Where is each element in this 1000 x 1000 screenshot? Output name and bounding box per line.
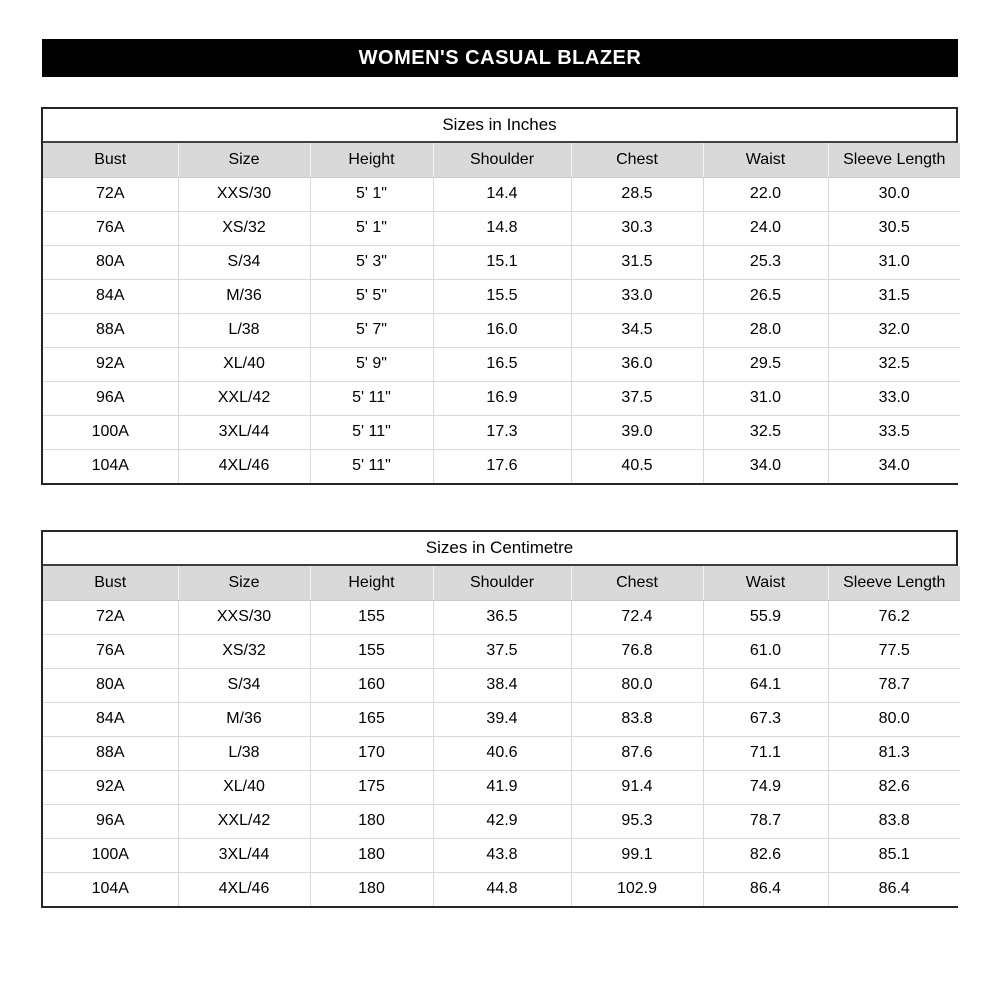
table-row bbox=[43, 804, 960, 838]
table-row bbox=[43, 736, 960, 770]
table-cell: 61.0 bbox=[703, 634, 828, 668]
table-cell: 16.0 bbox=[433, 313, 571, 347]
table-cell: M/36 bbox=[178, 702, 310, 736]
table-cell: 33.0 bbox=[571, 279, 703, 313]
table-cell: 5' 11" bbox=[310, 415, 433, 449]
table-cell: 34.5 bbox=[571, 313, 703, 347]
table-cell: 31.5 bbox=[828, 279, 960, 313]
table-cell: 88A bbox=[43, 736, 178, 770]
table-cell: XS/32 bbox=[178, 211, 310, 245]
table-cell: 102.9 bbox=[571, 872, 703, 906]
table-cell: 33.5 bbox=[828, 415, 960, 449]
table-cell: 72A bbox=[43, 600, 178, 634]
table-cell: 100A bbox=[43, 415, 178, 449]
table-cell: S/34 bbox=[178, 668, 310, 702]
table-cell: 96A bbox=[43, 804, 178, 838]
table-cell: 4XL/46 bbox=[178, 449, 310, 483]
table-cell: 76.8 bbox=[571, 634, 703, 668]
table-cell: 175 bbox=[310, 770, 433, 804]
table-cell: 14.8 bbox=[433, 211, 571, 245]
table-cell: XXS/30 bbox=[178, 600, 310, 634]
column-header: Height bbox=[310, 566, 433, 600]
table-cell: 15.1 bbox=[433, 245, 571, 279]
table-cell: 76.2 bbox=[828, 600, 960, 634]
table-cell: 30.3 bbox=[571, 211, 703, 245]
table-cell: 72.4 bbox=[571, 600, 703, 634]
table-cell: 15.5 bbox=[433, 279, 571, 313]
table-cell: 32.0 bbox=[828, 313, 960, 347]
table-cell: 33.0 bbox=[828, 381, 960, 415]
table-cell: 14.4 bbox=[433, 177, 571, 211]
column-header: Waist bbox=[703, 143, 828, 177]
column-header: Size bbox=[178, 143, 310, 177]
table-cell: 31.5 bbox=[571, 245, 703, 279]
table-row bbox=[43, 872, 960, 906]
table-cell: 80.0 bbox=[828, 702, 960, 736]
table-cell: 80A bbox=[43, 668, 178, 702]
table-cell: 155 bbox=[310, 600, 433, 634]
table-cell: 55.9 bbox=[703, 600, 828, 634]
table-cell: 85.1 bbox=[828, 838, 960, 872]
table-cell: 5' 11" bbox=[310, 449, 433, 483]
column-header: Chest bbox=[571, 143, 703, 177]
table-row bbox=[43, 600, 960, 634]
table-cell: 40.6 bbox=[433, 736, 571, 770]
table-cell: 72A bbox=[43, 177, 178, 211]
table-cell: S/34 bbox=[178, 245, 310, 279]
table-cell: 80.0 bbox=[571, 668, 703, 702]
table-row bbox=[43, 279, 960, 313]
table-cell: 16.5 bbox=[433, 347, 571, 381]
table-cell: 37.5 bbox=[433, 634, 571, 668]
table-cell: 22.0 bbox=[703, 177, 828, 211]
table-cell: 100A bbox=[43, 838, 178, 872]
table-body bbox=[43, 600, 960, 906]
header-row bbox=[43, 566, 960, 600]
table-cell: L/38 bbox=[178, 313, 310, 347]
table-cell: 3XL/44 bbox=[178, 415, 310, 449]
table-cell: 28.0 bbox=[703, 313, 828, 347]
table-cell: 41.9 bbox=[433, 770, 571, 804]
table-cell: 24.0 bbox=[703, 211, 828, 245]
table-cell: 43.8 bbox=[433, 838, 571, 872]
table-row bbox=[43, 381, 960, 415]
table-cell: 104A bbox=[43, 449, 178, 483]
table-cell: 180 bbox=[310, 838, 433, 872]
table-cell: 86.4 bbox=[703, 872, 828, 906]
table-row bbox=[43, 668, 960, 702]
table-cell: 170 bbox=[310, 736, 433, 770]
table-cell: XXL/42 bbox=[178, 804, 310, 838]
table-cell: 34.0 bbox=[703, 449, 828, 483]
table-cell: 25.3 bbox=[703, 245, 828, 279]
column-header: Size bbox=[178, 566, 310, 600]
table-cell: L/38 bbox=[178, 736, 310, 770]
table-cell: 5' 5" bbox=[310, 279, 433, 313]
table-cell: 91.4 bbox=[571, 770, 703, 804]
table-cell: 77.5 bbox=[828, 634, 960, 668]
sizes-in-centimetre-table bbox=[41, 530, 958, 908]
table-cell: 74.9 bbox=[703, 770, 828, 804]
table-cell: 5' 7" bbox=[310, 313, 433, 347]
column-header: Chest bbox=[571, 566, 703, 600]
table-cell: 83.8 bbox=[828, 804, 960, 838]
table-cell: 32.5 bbox=[828, 347, 960, 381]
table-cell: 31.0 bbox=[703, 381, 828, 415]
column-header: Sleeve Length bbox=[828, 143, 960, 177]
table-cell: 180 bbox=[310, 872, 433, 906]
table-cell: 34.0 bbox=[828, 449, 960, 483]
table-cell: 64.1 bbox=[703, 668, 828, 702]
table-cell: 5' 11" bbox=[310, 381, 433, 415]
column-header: Shoulder bbox=[433, 143, 571, 177]
table-cell: 5' 1" bbox=[310, 177, 433, 211]
table-row bbox=[43, 770, 960, 804]
table-cell: 81.3 bbox=[828, 736, 960, 770]
column-header: Sleeve Length bbox=[828, 566, 960, 600]
table-cell: 180 bbox=[310, 804, 433, 838]
table-cell: 88A bbox=[43, 313, 178, 347]
table-cell: 78.7 bbox=[828, 668, 960, 702]
table-row bbox=[43, 347, 960, 381]
table-cell: XL/40 bbox=[178, 347, 310, 381]
table-cell: 28.5 bbox=[571, 177, 703, 211]
table-cell: 31.0 bbox=[828, 245, 960, 279]
table-cell: 5' 1" bbox=[310, 211, 433, 245]
table-row bbox=[43, 415, 960, 449]
table-cell: 80A bbox=[43, 245, 178, 279]
table-cell: 4XL/46 bbox=[178, 872, 310, 906]
column-header: Shoulder bbox=[433, 566, 571, 600]
table-cell: 160 bbox=[310, 668, 433, 702]
table-cell: XS/32 bbox=[178, 634, 310, 668]
table-cell: 17.6 bbox=[433, 449, 571, 483]
table-title: Sizes in Inches bbox=[43, 109, 956, 143]
table-cell: 104A bbox=[43, 872, 178, 906]
table-cell: 39.4 bbox=[433, 702, 571, 736]
table-cell: 5' 9" bbox=[310, 347, 433, 381]
table-cell: 76A bbox=[43, 211, 178, 245]
table-cell: 5' 3" bbox=[310, 245, 433, 279]
table-cell: 96A bbox=[43, 381, 178, 415]
table-cell: 36.0 bbox=[571, 347, 703, 381]
header-row bbox=[43, 143, 960, 177]
table-cell: 165 bbox=[310, 702, 433, 736]
table-cell: 30.0 bbox=[828, 177, 960, 211]
table-cell: 30.5 bbox=[828, 211, 960, 245]
table-row bbox=[43, 177, 960, 211]
table-cell: 37.5 bbox=[571, 381, 703, 415]
page-title: WOMEN'S CASUAL BLAZER bbox=[358, 46, 642, 69]
table-row bbox=[43, 245, 960, 279]
table-cell: 95.3 bbox=[571, 804, 703, 838]
table-cell: 67.3 bbox=[703, 702, 828, 736]
table-row bbox=[43, 313, 960, 347]
table-cell: 36.5 bbox=[433, 600, 571, 634]
table-cell: 26.5 bbox=[703, 279, 828, 313]
table-cell: XXS/30 bbox=[178, 177, 310, 211]
table-cell: 155 bbox=[310, 634, 433, 668]
table-cell: 83.8 bbox=[571, 702, 703, 736]
table-cell: 42.9 bbox=[433, 804, 571, 838]
table-cell: 44.8 bbox=[433, 872, 571, 906]
table-row bbox=[43, 838, 960, 872]
table-cell: 82.6 bbox=[828, 770, 960, 804]
sizes-in-inches-table bbox=[41, 107, 958, 485]
table-cell: 3XL/44 bbox=[178, 838, 310, 872]
table-cell: 92A bbox=[43, 347, 178, 381]
table-cell: 71.1 bbox=[703, 736, 828, 770]
table-cell: 17.3 bbox=[433, 415, 571, 449]
table-body bbox=[43, 177, 960, 483]
column-header: Waist bbox=[703, 566, 828, 600]
table-cell: XXL/42 bbox=[178, 381, 310, 415]
table-cell: XL/40 bbox=[178, 770, 310, 804]
column-header: Height bbox=[310, 143, 433, 177]
table-row bbox=[43, 211, 960, 245]
table-cell: 78.7 bbox=[703, 804, 828, 838]
table-row bbox=[43, 702, 960, 736]
table-cell: 38.4 bbox=[433, 668, 571, 702]
column-header: Bust bbox=[43, 566, 178, 600]
table-cell: 92A bbox=[43, 770, 178, 804]
table-cell: 84A bbox=[43, 279, 178, 313]
table-cell: 32.5 bbox=[703, 415, 828, 449]
table-cell: 99.1 bbox=[571, 838, 703, 872]
title-banner bbox=[42, 39, 958, 77]
column-header: Bust bbox=[43, 143, 178, 177]
table-cell: M/36 bbox=[178, 279, 310, 313]
table-row bbox=[43, 449, 960, 483]
table-title: Sizes in Centimetre bbox=[43, 532, 956, 566]
table-cell: 16.9 bbox=[433, 381, 571, 415]
table-cell: 76A bbox=[43, 634, 178, 668]
table-cell: 86.4 bbox=[828, 872, 960, 906]
table-cell: 29.5 bbox=[703, 347, 828, 381]
table-row bbox=[43, 634, 960, 668]
table-cell: 87.6 bbox=[571, 736, 703, 770]
table-cell: 39.0 bbox=[571, 415, 703, 449]
table-cell: 82.6 bbox=[703, 838, 828, 872]
table-cell: 84A bbox=[43, 702, 178, 736]
table-cell: 40.5 bbox=[571, 449, 703, 483]
